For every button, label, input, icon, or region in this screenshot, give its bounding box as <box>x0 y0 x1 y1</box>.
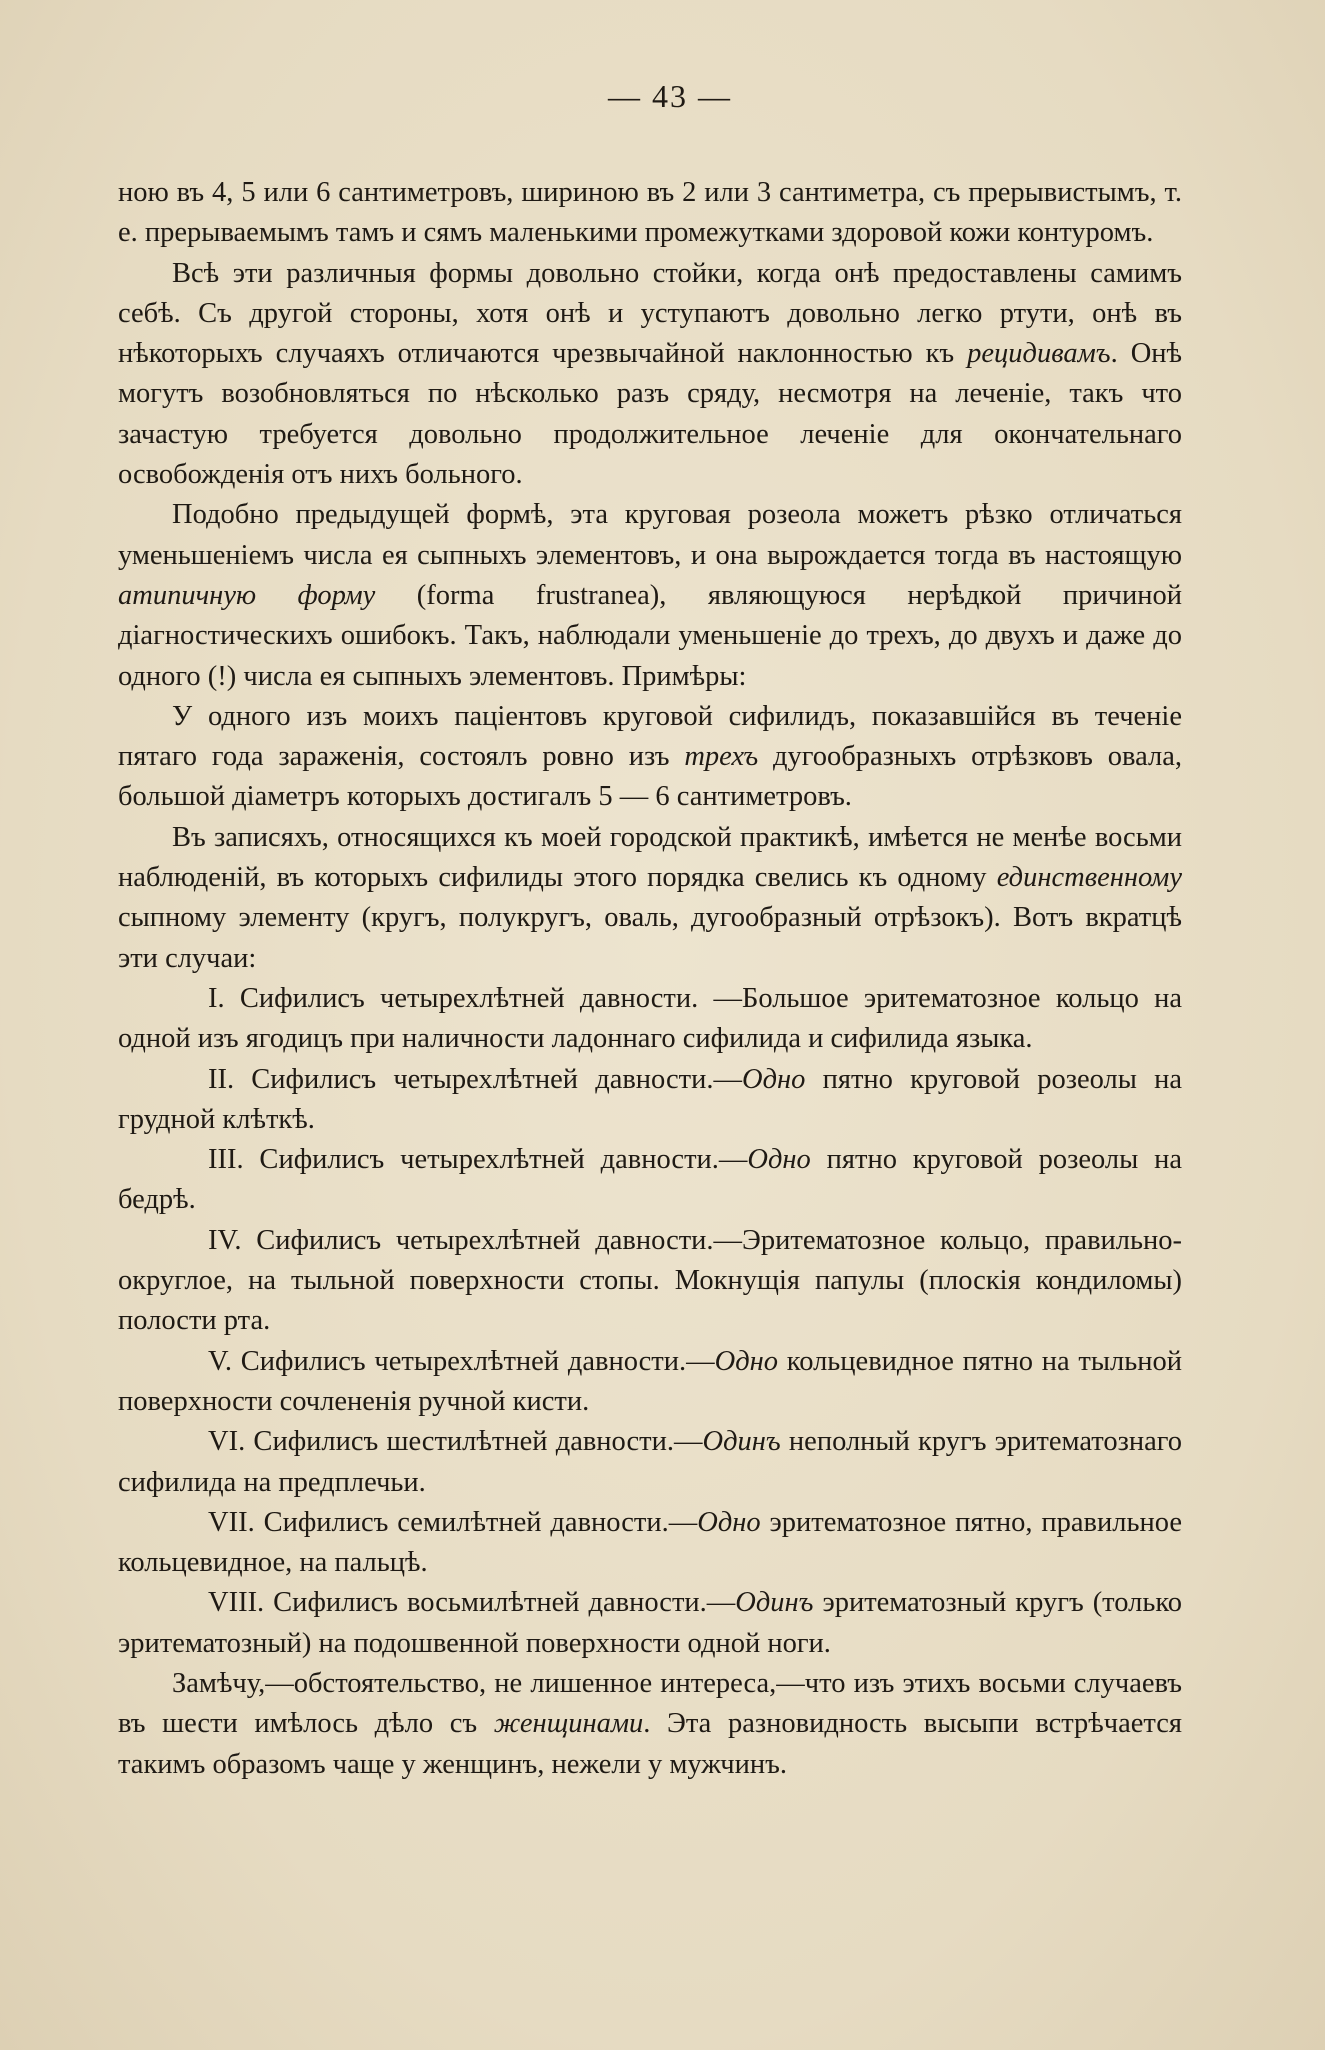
italic-text: Одно <box>714 1345 779 1377</box>
paragraph <box>118 979 1182 1060</box>
italic-text: Одинъ <box>735 1587 814 1619</box>
text-run: . Онѣ могутъ возобновляться по нѣсколько разъ сряду, несмотря на леченіе, такъ что зачастую требуется довольно продолжительное леченіе для окончательнаго освобожденія отъ нихъ больного. <box>118 338 1182 491</box>
text-run: (forma frustranea), являющуюся нерѣдкой причиной діагностическихъ ошибокъ. Такъ, наблюдали уменьшеніе до трехъ, до двухъ и даже до одного (!) числа ея сыпныхъ элементовъ. Примѣры: <box>118 579 1183 692</box>
paragraph <box>118 818 1182 979</box>
text-run: кольцевидное пятно на тыльной поверхности сочлененія ручной кисти. <box>118 1345 1182 1417</box>
text-run: II. Сифилисъ четырехлѣтней давности.— <box>208 1063 742 1095</box>
text-run: сыпному элементу (кругъ, полукругъ, оваль, дугообразный отрѣзокъ). Вотъ вкратцѣ эти случаи: <box>118 902 1182 974</box>
text-run: Въ записяхъ, относящихся къ моей городской практикѣ, имѣется не менѣе восьми наблюденій, въ которыхъ сифилиды этого порядка свелись къ одному <box>118 821 1182 894</box>
italic-text: единственному <box>996 862 1182 894</box>
text-run: Всѣ эти различныя формы довольно стойки, когда онѣ предоставлены самимъ себѣ. Съ другой стороны, хотя онѣ и уступаютъ довольно легко ртути, онѣ въ нѣкоторыхъ случаяхъ отличаются чрезвычайной наклонностью къ <box>118 257 1182 370</box>
paragraph <box>118 254 1182 496</box>
body-text <box>118 173 1182 1785</box>
paragraph <box>118 1060 1182 1141</box>
italic-text: женщинами <box>493 1708 644 1740</box>
italic-text: трехъ <box>684 741 759 773</box>
text-run: эритематозное пятно, правильное кольцевидное, на пальцѣ. <box>118 1506 1182 1579</box>
text-run: У одного изъ моихъ паціентовъ круговой сифилидъ, показавшійся въ теченіе пятаго года зараженія, состоялъ ровно изъ <box>118 700 1182 773</box>
text-run: дугообразныхъ отрѣзковъ овала, большой діаметръ которыхъ достигалъ 5 — 6 сантиметровъ. <box>118 741 1182 813</box>
paragraph <box>118 1422 1182 1503</box>
text-run: IV. Сифилисъ четырехлѣтней давности.—Эритематозное кольцо, правильно-округлое, на тыльной поверхности стопы. Мокнущія папулы (плоскія кондиломы) полости рта. <box>118 1224 1182 1337</box>
text-run: неполный кругъ эритематознаго сифилида на предплечьи. <box>118 1426 1182 1498</box>
text-run: . Эта разновидность высыпи встрѣчается такимъ образомъ чаще у женщинъ, нежели у мужчинъ. <box>118 1708 1182 1780</box>
text-run: Замѣчу,—обстоятельство, не лишенное интереса,—что изъ этихъ восьми случаевъ въ шести имѣлось дѣло съ <box>118 1667 1182 1740</box>
text-run: пятно круговой розеолы на грудной клѣткѣ. <box>118 1063 1182 1135</box>
text-run: I. Сифилисъ четырехлѣтней давности. —Большое эритематозное кольцо на одной изъ ягодицъ при наличности ладоннаго сифилида и сифилида языка. <box>118 982 1182 1055</box>
italic-text: Одно <box>742 1063 806 1095</box>
text-run: V. Сифилисъ четырехлѣтней давности.— <box>208 1345 715 1377</box>
paragraph <box>118 173 1182 254</box>
text-run: III. Сифилисъ четырехлѣтней давности.— <box>208 1144 748 1176</box>
text-run: эритематозный кругъ (только эритематозный) на подошвенной поверхности одной ноги. <box>118 1587 1183 1659</box>
italic-text: Одно <box>747 1144 811 1176</box>
paragraph <box>118 1503 1182 1584</box>
paragraph <box>118 495 1182 696</box>
page-number: — 43 — <box>608 78 732 114</box>
paragraph <box>118 1140 1182 1221</box>
paragraph <box>118 1664 1182 1785</box>
paragraph <box>118 1221 1182 1342</box>
text-run: VII. Сифилисъ семилѣтней давности.— <box>208 1506 698 1538</box>
text-run: Подобно предыдущей формѣ, эта круговая розеола можетъ рѣзко отличаться уменьшеніемъ числа ея сыпныхъ элементовъ, и она вырождается тогда въ настоящую <box>118 499 1182 571</box>
italic-text: атипичную форму <box>118 579 376 611</box>
paragraph <box>118 1583 1182 1664</box>
text-run: ною въ 4, 5 или 6 сантиметровъ, шириною въ 2 или 3 сантиметра, съ прерывистымъ, т. е. прерываемымъ тамъ и сямъ маленькими промежутками здоровой кожи контуромъ. <box>118 177 1182 249</box>
italic-text: Одинъ <box>702 1426 781 1458</box>
italic-text: рецидивамъ <box>967 338 1111 370</box>
italic-text: Одно <box>697 1506 761 1538</box>
paragraph <box>118 1342 1182 1423</box>
text-run: VIII. Сифилисъ восьмилѣтней давности.— <box>208 1587 736 1619</box>
paragraph <box>118 697 1182 818</box>
text-run: VI. Сифилисъ шестилѣтней давности.— <box>208 1426 703 1458</box>
text-run: пятно круговой розеолы на бедрѣ. <box>118 1144 1182 1216</box>
